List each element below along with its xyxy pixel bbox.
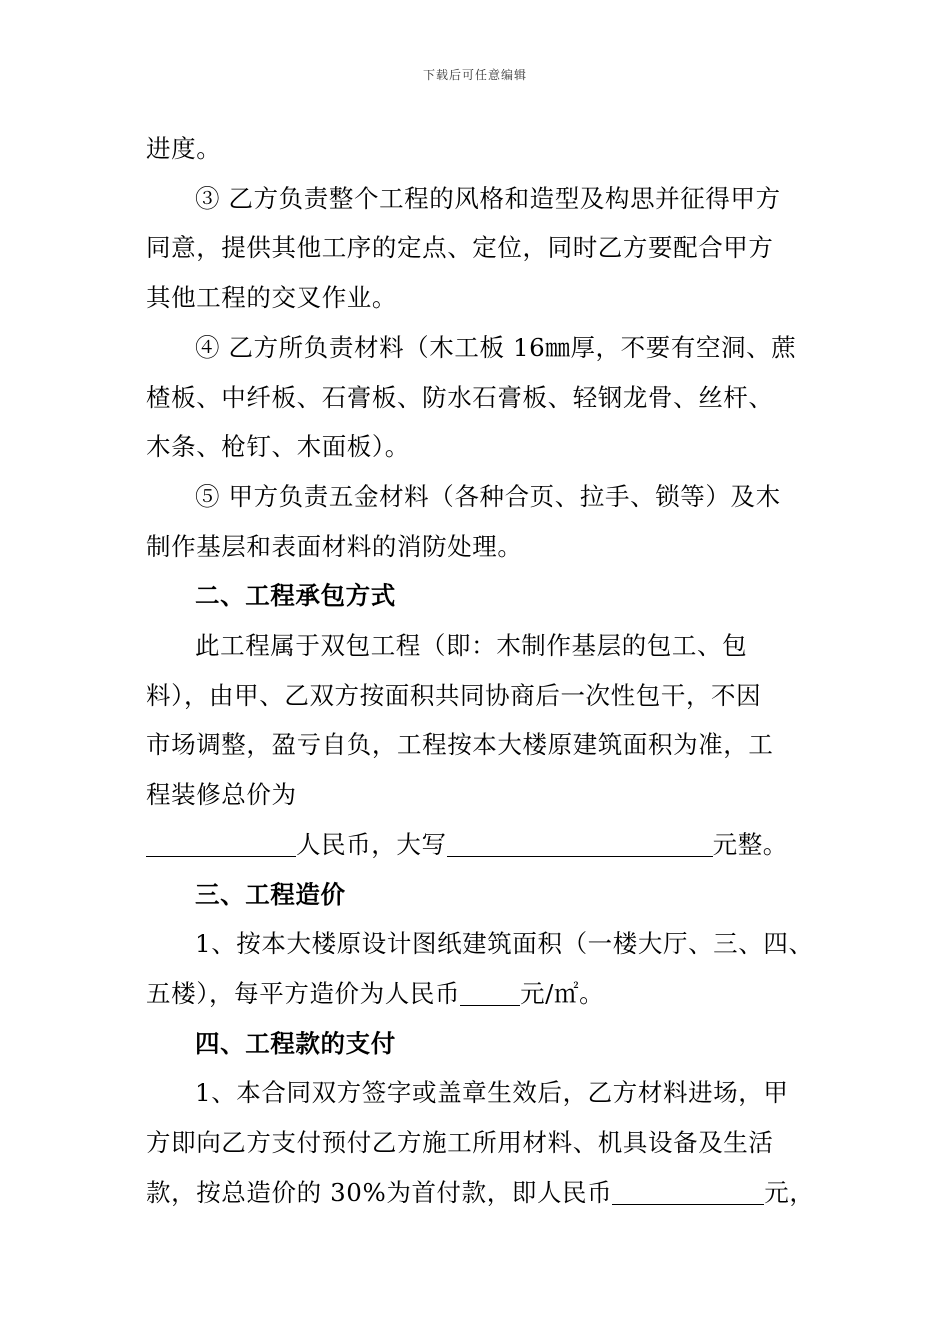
- unit-label: 元/㎡。: [520, 978, 605, 1008]
- section-heading-2: 二、工程承包方式: [195, 581, 396, 611]
- clause-3-line-1: ③ 乙方负责整个工程的风格和造型及构思并征得甲方: [195, 183, 781, 213]
- section-2-line-1: 此工程属于双包工程（即：木制作基层的包工、包: [195, 631, 748, 661]
- yuan-label: 元整。: [712, 829, 788, 859]
- rmb-label: 人民币，大写: [296, 829, 447, 859]
- clause-4-line-1: ④ 乙方所负责材料（木工板 16㎜厚，不要有空洞、蔗: [195, 332, 797, 362]
- clause-3-line-3: 其他工程的交叉作业。: [146, 283, 397, 313]
- unit-price-label: 五楼），每平方造价为人民币: [146, 978, 461, 1008]
- clause-5-line-1: ⑤ 甲方负责五金材料（各种合页、拉手、锁等）及木: [195, 481, 781, 511]
- section-2-line-4: 程装修总价为: [146, 780, 297, 810]
- clause-5-line-2: 制作基层和表面材料的消防处理。: [146, 531, 523, 561]
- header-note: 下载后可任意编辑: [422, 68, 527, 82]
- section-2-line-3: 市场调整，盈亏自负，工程按本大楼原建筑面积为准，工: [146, 730, 774, 760]
- section-4-line-2: 方即向乙方支付预付乙方施工所用材料、机具设备及生活: [146, 1128, 774, 1158]
- section-heading-4: 四、工程款的支付: [195, 1028, 396, 1058]
- capital-amount-blank[interactable]: [447, 830, 713, 857]
- unit-price-blank[interactable]: [460, 979, 520, 1006]
- document-body: [146, 124, 826, 1217]
- down-payment-label: 款，按总造价的 30%为首付款，即人民币: [146, 1177, 613, 1207]
- section-4-line-1: 1、本合同双方签字或盖章生效后，乙方材料进场，甲: [195, 1078, 789, 1108]
- section-3-line-2: [146, 969, 826, 1019]
- clause-3-line-2: 同意，提供其他工序的定点、定位，同时乙方要配合甲方: [146, 233, 774, 263]
- total-price-blank[interactable]: [146, 830, 296, 857]
- down-payment-yuan: 元，: [764, 1177, 815, 1207]
- section-3-line-1: 1、按本大楼原设计图纸建筑面积（一楼大厅、三、四、: [195, 929, 814, 959]
- section-4-line-3: [146, 1168, 826, 1218]
- section-heading-3: 三、工程造价: [195, 879, 346, 909]
- clause-4-line-3: 木条、枪钉、木面板）。: [146, 432, 410, 462]
- text-line: 进度。: [146, 134, 222, 163]
- clause-4-line-2: 楂板、中纤板、石膏板、防水石膏板、轻钢龙骨、丝杆、: [146, 382, 774, 412]
- section-2-line-5: [146, 820, 826, 870]
- section-2-line-2: 料），由甲、乙双方按面积共同协商后一次性包干，不因: [146, 680, 762, 710]
- down-payment-blank[interactable]: [612, 1178, 764, 1205]
